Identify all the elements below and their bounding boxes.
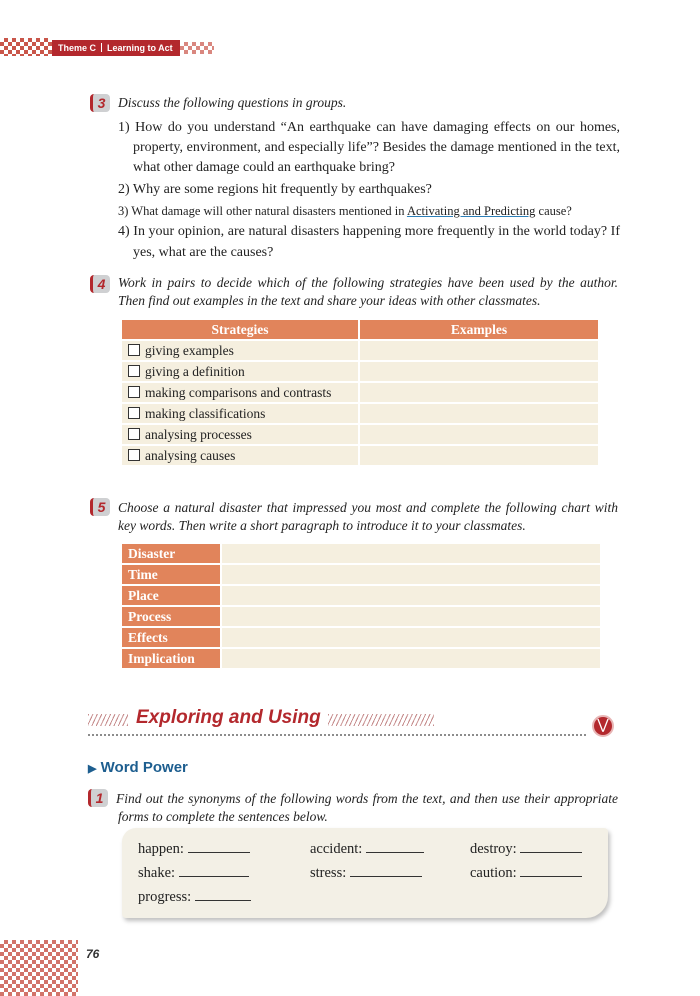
section-hatch-left [88,714,128,726]
strategy-label: making comparisons and contrasts [145,384,332,400]
word-caution [470,864,582,882]
answer-blank[interactable] [366,840,424,853]
chart-label: Disaster [121,543,221,564]
q4-instruction-line-2: Then find out examples in the text and share your ideas with other classmates. [118,293,541,308]
answer-blank[interactable] [188,840,250,853]
word-label: shake: [138,865,176,881]
q5-instruction-line-2: key words. Then write a short paragraph to introduce it to your classmates. [118,518,526,533]
q3-item-4-line-1: 4) In your opinion, are natural disasters happening more frequently in the world today? If [118,224,620,239]
table-row [121,543,601,564]
header-pattern-right [180,42,214,54]
table-row [121,564,601,585]
strategy-label: analysing causes [145,447,236,463]
word-accident [310,840,424,858]
question-number-1: 1 [88,789,108,807]
example-cell[interactable] [359,361,599,382]
example-cell[interactable] [359,340,599,361]
word-label: happen: [138,841,184,857]
chart-value-cell[interactable] [221,543,601,564]
word-power-heading [88,759,188,776]
checkbox[interactable] [128,386,140,398]
strategies-header-row [121,319,599,340]
word-power-title: Word Power [100,759,188,776]
strategy-cell [121,382,359,403]
strategy-label: making classifications [145,405,266,421]
answer-blank[interactable] [520,864,582,877]
checkbox[interactable] [128,365,140,377]
word-label: stress: [310,865,347,881]
section-divider [88,734,586,736]
table-row [121,627,601,648]
strategies-header: Strategies [121,319,359,340]
q4-instruction-line-1: Work in pairs to decide which of the following strategies have been used by the author. [118,275,618,290]
section-title: Exploring and Using [136,707,321,728]
strategy-cell [121,403,359,424]
strategy-label: giving examples [145,342,234,358]
example-cell[interactable] [359,382,599,403]
word-label: progress: [138,889,192,905]
word-happen [138,840,250,858]
q3-item-1-line-1: 1) How do you understand “An earthquake can have damaging effects on our homes, [118,120,620,135]
word-shake [138,864,249,882]
table-row [121,424,599,445]
strategy-cell [121,445,359,466]
q3-instruction: Discuss the following questions in groups. [118,95,347,110]
example-cell[interactable] [359,424,599,445]
chart-value-cell[interactable] [221,648,601,669]
word-progress [138,888,251,906]
chart-value-cell[interactable] [221,585,601,606]
q3-item-3 [118,201,572,221]
table-row [121,403,599,424]
page-number: 76 [86,947,100,961]
strategy-cell [121,424,359,445]
table-row [121,445,599,466]
answer-blank[interactable] [350,864,422,877]
q3-item-2: 2) Why are some regions hit frequently by earthquakes? [118,182,432,197]
table-row [121,382,599,403]
activating-predicting-link[interactable]: Activating and Predicting [406,204,536,218]
q3-item-1-line-2: property, environment, and especially life”? Besides the damage mentioned in the text, [133,140,620,155]
wp-instruction-line-1: Find out the synonyms of the following words from the text, and then use their appropriate [116,791,618,806]
chart-label: Process [121,606,221,627]
q3-item-4-line-2: yes, what are the causes? [133,245,274,260]
checkbox[interactable] [128,428,140,440]
chart-value-cell[interactable] [221,627,601,648]
chart-value-cell[interactable] [221,564,601,585]
example-cell[interactable] [359,445,599,466]
chart-label: Time [121,564,221,585]
answer-blank[interactable] [520,840,582,853]
table-row [121,361,599,382]
word-destroy [470,840,582,858]
word-label: caution: [470,865,517,881]
table-row [121,585,601,606]
theme-label: Theme C [58,43,97,53]
strategy-cell [121,340,359,361]
q3-item-3-end: cause? [538,204,572,218]
answer-blank[interactable] [195,888,251,901]
table-row [121,340,599,361]
word-label: accident: [310,841,363,857]
theme-bar [52,40,180,56]
play-arrow-icon: ▶ [88,763,97,775]
wp-instruction-line-2: forms to complete the sentences below. [118,809,328,824]
example-cell[interactable] [359,403,599,424]
strategies-table [120,318,600,467]
table-row [121,648,601,669]
double-chevron-down-icon[interactable]: ⋁ [592,715,614,737]
strategy-cell [121,361,359,382]
chart-label: Place [121,585,221,606]
header-pattern [0,38,52,56]
q3-item-3-text: 3) What damage will other natural disasters mentioned in [118,204,405,218]
section-hatch-right [328,714,434,726]
examples-header: Examples [359,319,599,340]
strategy-label: analysing processes [145,426,252,442]
chart-label: Implication [121,648,221,669]
word-stress [310,864,422,882]
checkbox[interactable] [128,344,140,356]
question-number-3: 3 [90,94,110,112]
question-number-4: 4 [90,275,110,293]
chart-value-cell[interactable] [221,606,601,627]
answer-blank[interactable] [179,864,249,877]
question-number-5: 5 [90,498,110,516]
theme-title: Learning to Act [107,43,173,53]
footer-pattern [0,940,78,996]
q3-item-1-line-3: what other damage could an earthquake bring? [133,160,396,175]
strategy-label: giving a definition [145,363,245,379]
checkbox[interactable] [128,407,140,419]
disaster-chart [120,542,602,670]
q5-instruction-line-1: Choose a natural disaster that impressed you most and complete the following chart with [118,500,618,515]
word-label: destroy: [470,841,517,857]
checkbox[interactable] [128,449,140,461]
chart-label: Effects [121,627,221,648]
table-row [121,606,601,627]
